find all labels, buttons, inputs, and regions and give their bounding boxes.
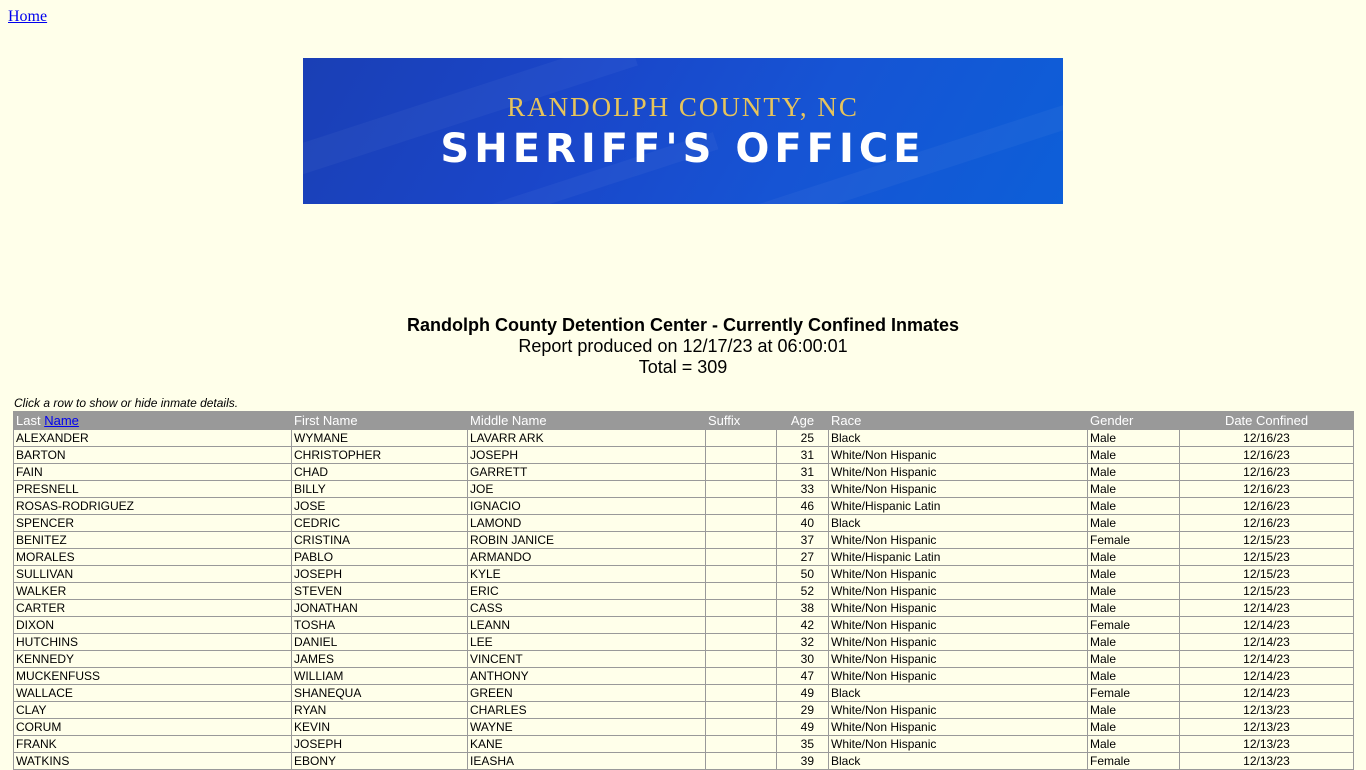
cell-suffix [706, 498, 777, 515]
table-row[interactable] [14, 532, 1354, 549]
cell-age: 38 [777, 600, 829, 617]
cell-suffix [706, 515, 777, 532]
cell-middle-name: ARMANDO [468, 549, 706, 566]
cell-middle-name: ANTHONY [468, 668, 706, 685]
cell-age: 29 [777, 702, 829, 719]
cell-last-name: WALLACE [14, 685, 292, 702]
cell-age: 39 [777, 753, 829, 770]
table-row[interactable] [14, 617, 1354, 634]
table-row[interactable] [14, 634, 1354, 651]
cell-suffix [706, 617, 777, 634]
cell-first-name: JOSEPH [292, 566, 468, 583]
cell-gender: Male [1088, 719, 1180, 736]
cell-date-confined: 12/14/23 [1180, 685, 1354, 702]
cell-age: 40 [777, 515, 829, 532]
header-age: Age [777, 412, 829, 430]
cell-middle-name: ERIC [468, 583, 706, 600]
cell-first-name: CRISTINA [292, 532, 468, 549]
cell-race: Black [829, 753, 1088, 770]
inmate-table [13, 411, 1354, 770]
cell-race: White/Non Hispanic [829, 566, 1088, 583]
cell-first-name: CHAD [292, 464, 468, 481]
cell-gender: Male [1088, 447, 1180, 464]
cell-middle-name: JOE [468, 481, 706, 498]
table-row[interactable] [14, 481, 1354, 498]
cell-date-confined: 12/13/23 [1180, 719, 1354, 736]
cell-date-confined: 12/16/23 [1180, 498, 1354, 515]
cell-date-confined: 12/16/23 [1180, 430, 1354, 447]
cell-last-name: CLAY [14, 702, 292, 719]
cell-last-name: MUCKENFUSS [14, 668, 292, 685]
cell-suffix [706, 651, 777, 668]
cell-date-confined: 12/16/23 [1180, 447, 1354, 464]
cell-first-name: TOSHA [292, 617, 468, 634]
cell-gender: Male [1088, 515, 1180, 532]
cell-first-name: JOSE [292, 498, 468, 515]
cell-first-name: JOSEPH [292, 736, 468, 753]
cell-date-confined: 12/15/23 [1180, 532, 1354, 549]
cell-race: Black [829, 685, 1088, 702]
cell-middle-name: CHARLES [468, 702, 706, 719]
cell-middle-name: GREEN [468, 685, 706, 702]
cell-date-confined: 12/14/23 [1180, 634, 1354, 651]
cell-gender: Male [1088, 566, 1180, 583]
cell-race: White/Non Hispanic [829, 668, 1088, 685]
cell-first-name: SHANEQUA [292, 685, 468, 702]
cell-last-name: BENITEZ [14, 532, 292, 549]
cell-first-name: CHRISTOPHER [292, 447, 468, 464]
table-row[interactable] [14, 668, 1354, 685]
cell-last-name: ROSAS-RODRIGUEZ [14, 498, 292, 515]
cell-last-name: DIXON [14, 617, 292, 634]
table-row[interactable] [14, 515, 1354, 532]
cell-race: White/Non Hispanic [829, 634, 1088, 651]
cell-gender: Male [1088, 600, 1180, 617]
cell-middle-name: LEE [468, 634, 706, 651]
report-total: Total = 309 [638, 357, 728, 377]
cell-last-name: SPENCER [14, 515, 292, 532]
cell-middle-name: JOSEPH [468, 447, 706, 464]
cell-middle-name: LEANN [468, 617, 706, 634]
cell-date-confined: 12/16/23 [1180, 464, 1354, 481]
header-gender: Gender [1088, 412, 1180, 430]
table-row[interactable] [14, 685, 1354, 702]
cell-race: White/Non Hispanic [829, 600, 1088, 617]
cell-first-name: EBONY [292, 753, 468, 770]
cell-date-confined: 12/13/23 [1180, 753, 1354, 770]
cell-gender: Female [1088, 685, 1180, 702]
cell-gender: Female [1088, 532, 1180, 549]
table-header-row [14, 412, 1354, 430]
cell-first-name: JONATHAN [292, 600, 468, 617]
cell-middle-name: ROBIN JANICE [468, 532, 706, 549]
cell-age: 33 [777, 481, 829, 498]
cell-age: 42 [777, 617, 829, 634]
cell-first-name: DANIEL [292, 634, 468, 651]
cell-date-confined: 12/14/23 [1180, 651, 1354, 668]
cell-age: 49 [777, 685, 829, 702]
cell-first-name: WILLIAM [292, 668, 468, 685]
cell-middle-name: IEASHA [468, 753, 706, 770]
cell-date-confined: 12/13/23 [1180, 702, 1354, 719]
cell-date-confined: 12/14/23 [1180, 600, 1354, 617]
cell-last-name: PRESNELL [14, 481, 292, 498]
table-row[interactable] [14, 651, 1354, 668]
cell-first-name: PABLO [292, 549, 468, 566]
cell-suffix [706, 481, 777, 498]
cell-first-name: STEVEN [292, 583, 468, 600]
cell-gender: Male [1088, 668, 1180, 685]
cell-suffix [706, 447, 777, 464]
cell-race: Black [829, 515, 1088, 532]
cell-last-name: MORALES [14, 549, 292, 566]
cell-last-name: HUTCHINS [14, 634, 292, 651]
cell-last-name: WATKINS [14, 753, 292, 770]
cell-middle-name: IGNACIO [468, 498, 706, 515]
report-header [0, 315, 1366, 378]
header-date-confined: Date Confined [1180, 412, 1354, 430]
table-row[interactable] [14, 498, 1354, 515]
cell-age: 50 [777, 566, 829, 583]
cell-date-confined: 12/13/23 [1180, 736, 1354, 753]
header-first-name: First Name [292, 412, 468, 430]
cell-first-name: CEDRIC [292, 515, 468, 532]
cell-middle-name: GARRETT [468, 464, 706, 481]
cell-suffix [706, 566, 777, 583]
table-row[interactable] [14, 583, 1354, 600]
cell-middle-name: LAVARR ARK [468, 430, 706, 447]
header-suffix: Suffix [706, 412, 777, 430]
cell-race: White/Non Hispanic [829, 651, 1088, 668]
cell-race: White/Non Hispanic [829, 464, 1088, 481]
cell-last-name: CARTER [14, 600, 292, 617]
cell-age: 37 [777, 532, 829, 549]
cell-race: Black [829, 430, 1088, 447]
cell-suffix [706, 702, 777, 719]
cell-first-name: WYMANE [292, 430, 468, 447]
report-title: Randolph County Detention Center - Currently Confined Inmates [406, 315, 959, 335]
row-hint: Click a row to show or hide inmate details. [14, 396, 239, 410]
cell-gender: Male [1088, 498, 1180, 515]
sort-by-name-link[interactable]: Name [44, 413, 79, 428]
cell-age: 25 [777, 430, 829, 447]
cell-date-confined: 12/15/23 [1180, 549, 1354, 566]
cell-last-name: FAIN [14, 464, 292, 481]
cell-suffix [706, 668, 777, 685]
cell-suffix [706, 600, 777, 617]
cell-last-name: FRANK [14, 736, 292, 753]
cell-gender: Male [1088, 481, 1180, 498]
header-last-prefix: Last [16, 413, 41, 428]
table-row[interactable] [14, 566, 1354, 583]
cell-last-name: CORUM [14, 719, 292, 736]
table-row[interactable] [14, 549, 1354, 566]
cell-age: 31 [777, 447, 829, 464]
cell-suffix [706, 549, 777, 566]
cell-date-confined: 12/14/23 [1180, 668, 1354, 685]
cell-gender: Male [1088, 464, 1180, 481]
cell-last-name: KENNEDY [14, 651, 292, 668]
cell-gender: Male [1088, 634, 1180, 651]
cell-race: White/Hispanic Latin [829, 498, 1088, 515]
cell-race: White/Non Hispanic [829, 719, 1088, 736]
header-last-name [14, 412, 292, 430]
cell-middle-name: WAYNE [468, 719, 706, 736]
cell-suffix [706, 430, 777, 447]
table-row[interactable] [14, 719, 1354, 736]
inmate-table-body [14, 430, 1354, 770]
cell-race: White/Non Hispanic [829, 617, 1088, 634]
table-row[interactable] [14, 736, 1354, 753]
cell-last-name: SULLIVAN [14, 566, 292, 583]
cell-suffix [706, 719, 777, 736]
table-row[interactable] [14, 753, 1354, 770]
cell-suffix [706, 532, 777, 549]
cell-date-confined: 12/15/23 [1180, 566, 1354, 583]
cell-race: White/Non Hispanic [829, 481, 1088, 498]
cell-gender: Male [1088, 736, 1180, 753]
cell-gender: Male [1088, 702, 1180, 719]
cell-race: White/Non Hispanic [829, 702, 1088, 719]
header-middle-name: Middle Name [468, 412, 706, 430]
cell-age: 52 [777, 583, 829, 600]
cell-age: 47 [777, 668, 829, 685]
cell-last-name: WALKER [14, 583, 292, 600]
cell-age: 30 [777, 651, 829, 668]
cell-gender: Female [1088, 753, 1180, 770]
cell-first-name: RYAN [292, 702, 468, 719]
cell-age: 27 [777, 549, 829, 566]
cell-gender: Male [1088, 430, 1180, 447]
cell-middle-name: KANE [468, 736, 706, 753]
cell-age: 35 [777, 736, 829, 753]
cell-first-name: KEVIN [292, 719, 468, 736]
cell-suffix [706, 464, 777, 481]
cell-race: White/Hispanic Latin [829, 549, 1088, 566]
cell-gender: Male [1088, 651, 1180, 668]
cell-middle-name: CASS [468, 600, 706, 617]
cell-suffix [706, 685, 777, 702]
cell-suffix [706, 583, 777, 600]
cell-suffix [706, 736, 777, 753]
table-row[interactable] [14, 430, 1354, 447]
cell-age: 49 [777, 719, 829, 736]
cell-first-name: BILLY [292, 481, 468, 498]
cell-suffix [706, 634, 777, 651]
cell-age: 31 [777, 464, 829, 481]
cell-last-name: BARTON [14, 447, 292, 464]
cell-middle-name: KYLE [468, 566, 706, 583]
report-produced: Report produced on 12/17/23 at 06:00:01 [518, 336, 848, 356]
home-link[interactable]: Home [8, 8, 48, 25]
cell-race: White/Non Hispanic [829, 532, 1088, 549]
cell-suffix [706, 753, 777, 770]
cell-gender: Female [1088, 617, 1180, 634]
cell-middle-name: LAMOND [468, 515, 706, 532]
cell-race: White/Non Hispanic [829, 447, 1088, 464]
cell-middle-name: VINCENT [468, 651, 706, 668]
cell-date-confined: 12/15/23 [1180, 583, 1354, 600]
cell-date-confined: 12/16/23 [1180, 481, 1354, 498]
cell-date-confined: 12/16/23 [1180, 515, 1354, 532]
cell-race: White/Non Hispanic [829, 736, 1088, 753]
cell-first-name: JAMES [292, 651, 468, 668]
cell-date-confined: 12/14/23 [1180, 617, 1354, 634]
banner-office-title: SHERIFF'S OFFICE [440, 126, 926, 172]
cell-last-name: ALEXANDER [14, 430, 292, 447]
banner-county-title: RANDOLPH COUNTY, NC [507, 92, 859, 122]
table-row[interactable] [14, 702, 1354, 719]
sheriff-banner [303, 58, 1063, 204]
table-row[interactable] [14, 600, 1354, 617]
header-race: Race [829, 412, 1088, 430]
table-row[interactable] [14, 464, 1354, 481]
cell-age: 32 [777, 634, 829, 651]
cell-gender: Male [1088, 549, 1180, 566]
table-row[interactable] [14, 447, 1354, 464]
cell-gender: Male [1088, 583, 1180, 600]
cell-race: White/Non Hispanic [829, 583, 1088, 600]
cell-age: 46 [777, 498, 829, 515]
